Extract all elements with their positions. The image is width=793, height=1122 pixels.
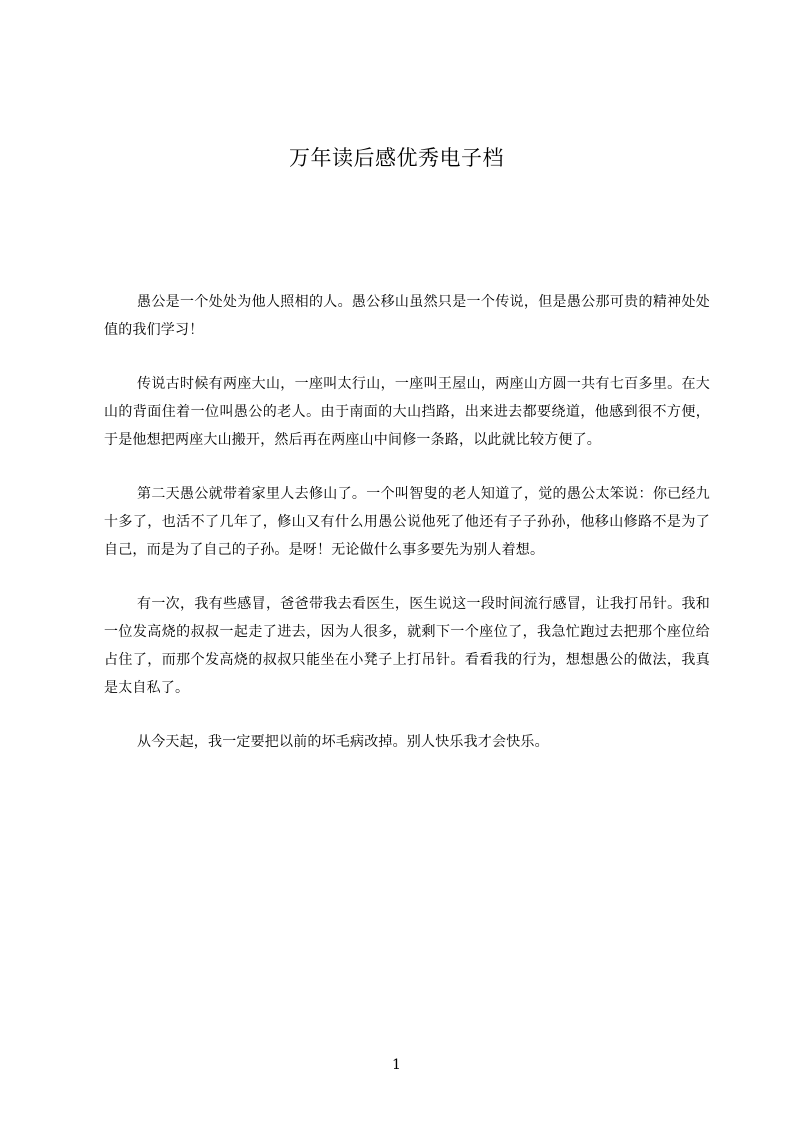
paragraph-3: 第二天愚公就带着家里人去修山了。一个叫智叟的老人知道了，觉的愚公太笨说：你已经九十多了，也活不了几年了，修山又有什么用愚公说他死了他还有子子孙孙，他移山修路不是为了自己，而是为了自己的子孙。是呀！无论做什么事多要先为别人着想。 — [104, 486, 710, 558]
paragraph-4: 有一次，我有些感冒，爸爸带我去看医生，医生说这一段时间流行感冒，让我打吊针。我和一位发高烧的叔叔一起走了进去，因为人很多，就剩下一个座位了，我急忙跑过去把那个座位给占住了，而那个发高烧的叔叔只能坐在小凳子上打吊针。看看我的行为，想想愚公的做法，我真是太自私了。 — [104, 596, 710, 696]
page-number: 1 — [392, 1057, 401, 1073]
paragraph-2: 传说古时候有两座大山，一座叫太行山，一座叫王屋山，两座山方圆一共有七百多里。在大山的背面住着一位叫愚公的老人。由于南面的大山挡路，出来进去都要绕道，他感到很不方便，于是他想把两座大山搬开，然后再在两座山中间修一条路，以此就比较方便了。 — [104, 376, 710, 448]
document-body — [104, 288, 710, 782]
document-title: 万年读后感优秀电子档 — [289, 146, 504, 170]
paragraph-1: 愚公是一个处处为他人照相的人。愚公移山虽然只是一个传说，但是愚公那可贵的精神处处值的我们学习！ — [104, 294, 710, 338]
paragraph-5: 从今天起，我一定要把以前的坏毛病改掉。别人快乐我才会快乐。 — [137, 734, 549, 750]
